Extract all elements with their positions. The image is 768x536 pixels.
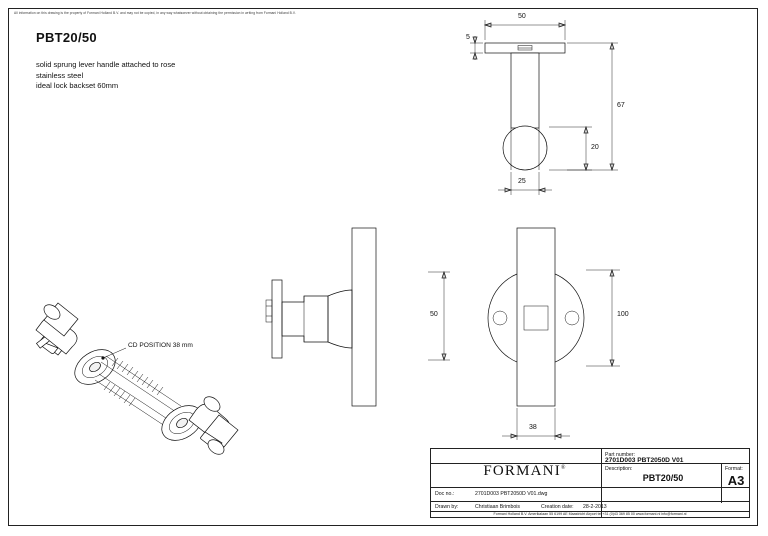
registered-mark: ®	[560, 465, 567, 471]
product-description	[36, 60, 175, 92]
drawn-by-value: Christiaan Brimbois	[475, 504, 520, 510]
part-number-value: 2701D003 PBT2050D V01	[605, 457, 684, 464]
tb-divider-h3	[431, 501, 749, 502]
docno-value: 2701D003 PBT2050D V01.dwg	[475, 491, 548, 497]
description-line-3: ideal lock backset 60mm	[36, 81, 119, 90]
creation-date-value: 28-2-2013	[583, 504, 607, 510]
page-title: PBT20/50	[36, 30, 97, 45]
cd-position-callout: CD POSITION 38 mm	[128, 342, 193, 349]
dim-top-thickness: 5	[466, 34, 470, 41]
format-label: Format:	[725, 466, 743, 472]
part-number-label: Part number:	[605, 452, 635, 458]
creation-date-label: Creation date:	[541, 504, 574, 510]
dim-top-bar-width: 25	[518, 178, 526, 185]
description-line-2: stainless steel	[36, 70, 84, 80]
dim-front-rose-dia: 100	[617, 311, 629, 318]
description-label: Description:	[605, 466, 633, 472]
brand-name: FORMANI	[483, 463, 561, 479]
company-footer: Formani Holland B.V. Amerikalaan 55 6199 AE Maastricht Airport tel +31 (0)43 369 85 00 www.formani.nl info@formani.nl	[493, 512, 687, 516]
tb-divider-vertical-format	[721, 463, 722, 503]
dim-front-bar-width: 38	[529, 424, 537, 431]
dim-top-length: 67	[617, 102, 625, 109]
dim-side-projection: 50	[430, 311, 438, 318]
drawn-by-label: Drawn by:	[435, 504, 459, 510]
dim-top-width: 50	[518, 13, 526, 20]
docno-label: Doc no.:	[435, 491, 455, 497]
title-block	[430, 448, 750, 518]
description-value: PBT20/50	[642, 473, 684, 483]
copyright-disclaimer: All information on this drawing is the property of Formani Holland B.V. and may not be copied, in any way whatsoever without obtaining the permission in writing from Formani Holland B.V.	[14, 11, 296, 15]
format-value: A3	[727, 473, 745, 488]
dim-top-bar-dia: 20	[591, 144, 599, 151]
description-line-1: solid sprung lever handle attached to rose	[36, 60, 176, 69]
brand-logo	[445, 463, 605, 480]
tb-divider-h2	[431, 487, 749, 488]
